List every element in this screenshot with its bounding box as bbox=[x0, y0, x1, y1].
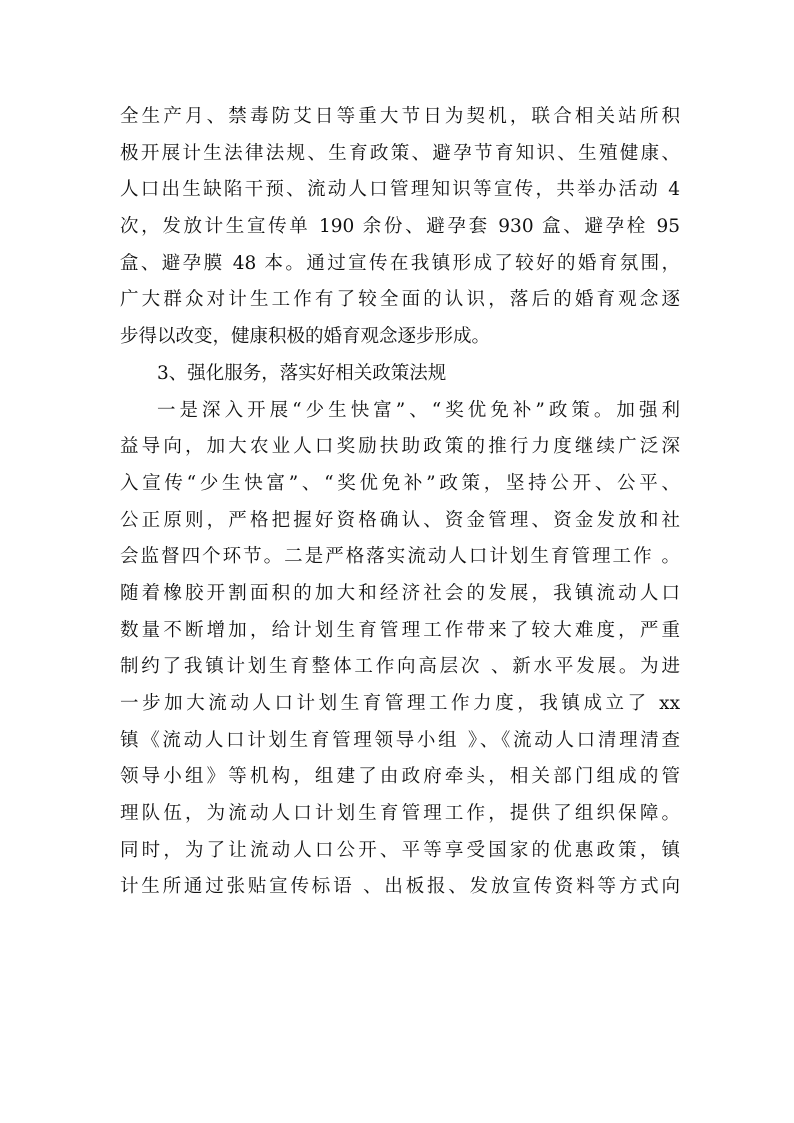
text-line: 数量不断增加，给计划生育管理工作带来了较大难度，严重 bbox=[120, 619, 680, 641]
text-line: 极开展计生法律法规、生育政策、避孕节育知识、生殖健康、 bbox=[120, 142, 680, 164]
text-line: 步得以改变，健康积极的婚育观念逐步形成。 bbox=[120, 326, 491, 348]
body-text bbox=[120, 99, 680, 906]
text-line: 制约了我镇计划生育整体工作向高层次 、新水平发展。为进 bbox=[120, 656, 680, 678]
text-line: 同时，为了让流动人口公开、平等享受国家的优惠政策，镇 bbox=[120, 839, 680, 861]
text-line: 入宣传“少生快富”、“奖优免补”政策，坚持公开、公平、 bbox=[120, 472, 680, 494]
text-line: 领导小组》等机构，组建了由政府牵头，相关部门组成的管 bbox=[120, 766, 680, 788]
text-line: 随着橡胶开割面积的加大和经济社会的发展，我镇流动人口 bbox=[120, 582, 680, 604]
text-line: 盒、避孕膜 48 本。通过宣传在我镇形成了较好的婚育氛围， bbox=[120, 252, 680, 274]
text-line: 全生产月、禁毒防艾日等重大节日为契机，联合相关站所积 bbox=[120, 106, 680, 127]
text-line: 人口出生缺陷干预、流动人口管理知识等宣传，共举办活动 4 bbox=[120, 179, 680, 201]
text-line: 会监督四个环节。二是严格落实流动人口计划生育管理工作 。 bbox=[120, 546, 680, 568]
text-line: 广大群众对计生工作有了较全面的认识，落后的婚育观念逐 bbox=[120, 289, 680, 311]
text-line: 次，发放计生宣传单 190 余份、避孕套 930 盒、避孕栓 95 bbox=[120, 216, 680, 238]
text-line: 益导向，加大农业人口奖励扶助政策的推行力度继续广泛深 bbox=[120, 436, 680, 458]
text-line: 一步加大流动人口计划生育管理工作力度，我镇成立了 xx bbox=[120, 693, 680, 714]
text-line: 计生所通过张贴宣传标语 、出板报、发放宣传资料等方式向 bbox=[120, 876, 680, 898]
text-line: 3、强化服务，落实好相关政策法规 bbox=[157, 362, 447, 384]
text-line: 一是深入开展“少生快富”、“奖优免补”政策。加强利 bbox=[157, 399, 680, 421]
text-line: 公正原则，严格把握好资格确认、资金管理、资金发放和社 bbox=[120, 509, 680, 531]
text-line: 镇《流动人口计划生育管理领导小组 》、《流动人口清理清查 bbox=[120, 729, 680, 751]
text-line: 理队伍，为流动人口计划生育管理工作，提供了组织保障。 bbox=[120, 803, 680, 825]
